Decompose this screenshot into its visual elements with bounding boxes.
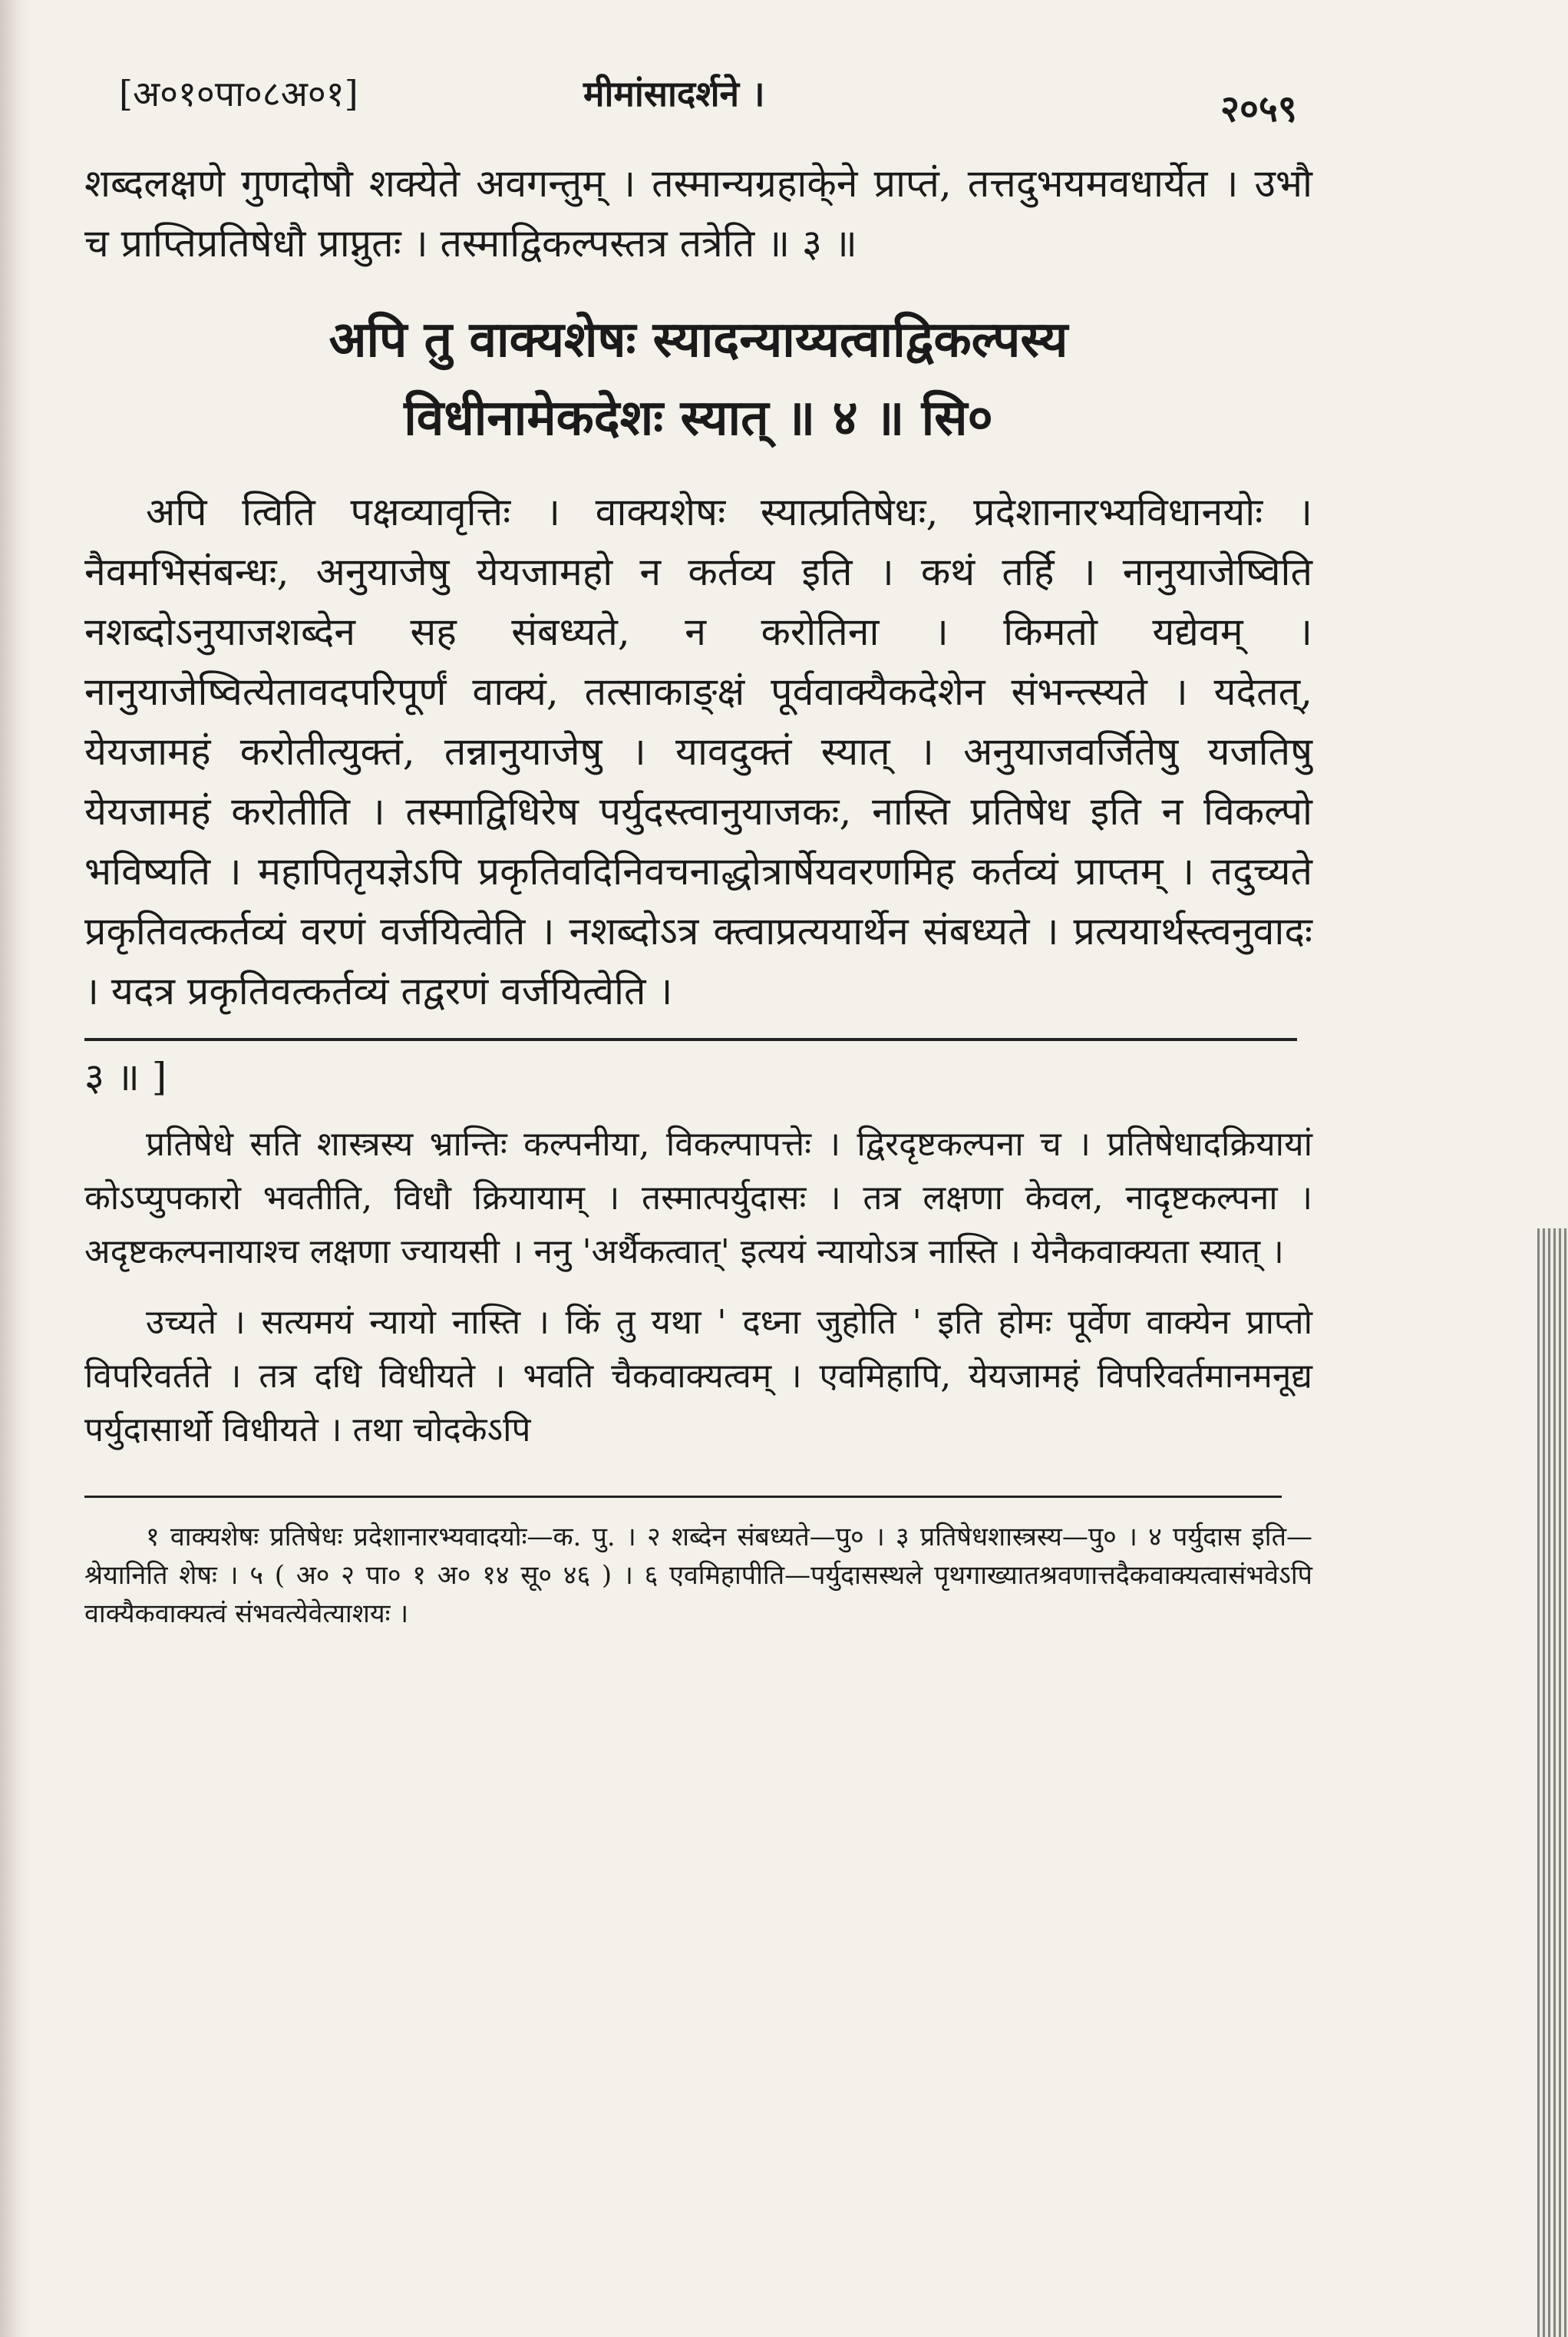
commentary-paragraph: अपि त्विति पक्षव्यावृत्तिः । वाक्यशेषः स्यात्प्रतिषेधः, प्रदेशानारभ्यविधानयोः । नैवमभिसंबन्धः, अनुयाजेषु येयजामहो न कर्तव्य इति । कथं तर्हि । नानुयाजेष्विति नशब्दोऽनुयाजशब्देन सह संबध्यते, न करोतिना । किमतो यद्येवम् । नानुयाजेष्वित्येतावदपरिपूर्णं वाक्यं, तत्साकाङ्क्षं पूर्ववाक्यैकदेशेन संभन्त्स्यते । यदेतत्, येयजामहं करोतीत्युक्तं, तन्नानुयाजेषु । यावदुक्तं स्यात् । अनुयाजवर्जितेषु यजतिषु येयजामहं करोतीति । तस्माद्विधिरेष पर्युदस्त्वानुयाजकः, नास्ति प्रतिषेध इति न विकल्पो भविष्यति । महापितृयज्ञेऽपि प्रकृतिवदिनिवचनाद्धोत्रार्षेयवरणमिह कर्तव्यं प्राप्तम् । तदुच्यते प्रकृतिवत्कर्तव्यं वरणं वर्जयित्वेति । नशब्दोऽत्र क्त्वाप्रत्ययार्थेन संबध्यते । प्रत्ययार्थस्त्वनुवादः । यदत्र प्रकृतिवत्कर्तव्यं तद्वरणं वर्जयित्वेति । (84, 490, 1312, 1013)
subnote-paragraph-1: प्रतिषेधे सति शास्त्रस्य भ्रान्तिः कल्पनीया, विकल्पापत्तेः । द्विरदृष्टकल्पना च । प्रतिषेधादक्रियायां कोऽप्युपकारो भवतीति, विधौ क्रियायाम् । तस्मात्पर्युदासः । तत्र लक्षणा केवल, नादृष्टकल्पना । अदृष्टकल्पनायाश्च लक्षणा ज्यायसी । ननु 'अर्थैकत्वात्' इत्ययं न्यायोऽत्र नास्ति । येनैकवाक्यता स्यात् । (84, 1125, 1312, 1271)
section-divider (84, 1038, 1297, 1041)
page-number: २०५९ (1220, 88, 1297, 131)
subnote-paragraph-2: उच्यते । सत्यमयं न्यायो नास्ति । किं तु यथा ' दध्ना जुहोति ' इति होमः पूर्वेण वाक्येन प्राप्तो विपरिवर्तते । तत्र दधि विधीयते । भवति चैकवाक्यत्वम् । एवमिहापि, येयजामहं विपरिवर्तमानमनूद्य पर्युदासार्थो विधीयते । तथा चोदकेऽपि (84, 1303, 1312, 1449)
page-header (84, 61, 1312, 138)
sutra-block (84, 301, 1312, 458)
sutra-line-1: अपि तु वाक्यशेषः स्यादन्याय्यत्वाद्विकल्पस्य (328, 311, 1068, 369)
scan-edge-left (0, 0, 31, 2337)
header-reference: [अ०१०पा०८अ०१] (119, 73, 358, 114)
page (84, 61, 1312, 1633)
footnote-divider (84, 1496, 1282, 1498)
continuation-paragraph: शब्दलक्षणे गुणदोषौ शक्येते अवगन्तुम् । तस्मान्यग्रहाके्ने प्राप्तं, तत्तदुभयमवधार्येत । उभौ च प्राप्तिप्रतिषेधौ प्राप्नुतः । तस्माद्विकल्पस्तत्र तत्रेति ॥ ३ ॥ (84, 161, 1312, 266)
scan-edge-right (1537, 1228, 1568, 2337)
header-title: मीमांसादर्शने । (583, 73, 765, 114)
footnotes: १ वाक्यशेषः प्रतिषेधः प्रदेशानारभ्यवादयोः—क. पु. । २ शब्देन संबध्यते—पु० । ३ प्रतिषेधशास्त्रस्य—पु० । ४ पर्युदास इति—श्रेयानिति शेषः । ५ ( अ० २ पा० १ अ० १४ सू० ४६ ) । ६ एवमिहापीति—पर्युदासस्थले पृथगाख्यातश्रवणात्तदैकवाक्यत्वासंभवेऽपि वाक्यैकवाक्यत्वं संभवत्येवेत्याशयः । (84, 1522, 1312, 1629)
sutra-line-2: विधीनामेकदेशः स्यात् ॥ ४ ॥ सि० (404, 389, 993, 447)
subnote-heading: ३ ॥ ] (84, 1055, 167, 1099)
